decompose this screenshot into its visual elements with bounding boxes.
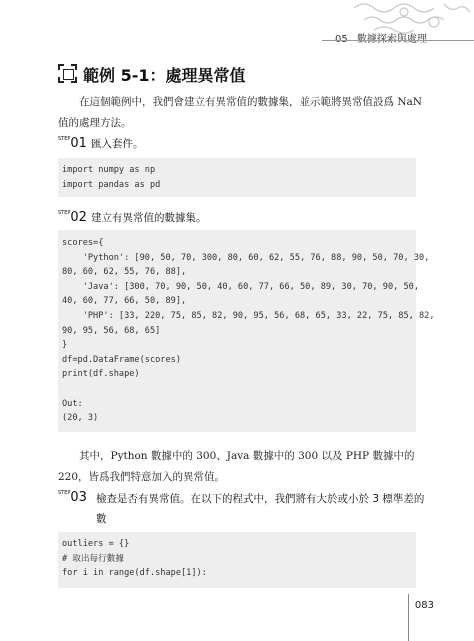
chapter-header — [335, 30, 427, 45]
explain-paragraph: 其中，Python 數據中的 300、Java 數據中的 300 以及 PHP 數據中的 220，皆爲我們特意加入的異常值。 — [58, 450, 415, 483]
code-line: 'Python': [90, 50, 70, 300, 80, 60, 62, 55, 76, 88, 90, 50, 70, 30, — [62, 252, 430, 263]
code-line: import numpy as np — [62, 165, 156, 175]
code-line: outliers = {} — [62, 539, 130, 549]
code-line: print(df.shape) — [62, 369, 140, 380]
step-text: 建立有異常值的數據集。 — [90, 212, 207, 224]
code-line: 'PHP': [33, 220, 75, 85, 82, 90, 95, 56, 68, 65, 33, 22, 75, 85, 82, — [62, 310, 435, 321]
code-line: # 取出每行數據 — [62, 553, 124, 564]
example-icon — [58, 64, 77, 83]
step-03 — [58, 490, 91, 505]
code-line: (20, 3) — [62, 413, 99, 424]
step-text-line: 檢查是否有異常值。在以下的程式中，我們將有大於或小於 3 標準差的數 — [96, 493, 425, 525]
page-number: 083 — [414, 600, 434, 611]
code-line: Out: — [62, 398, 83, 409]
step-02 — [58, 210, 206, 225]
code-line: } — [62, 340, 68, 351]
step-label: STEP — [58, 490, 71, 496]
step-number: 03 — [70, 490, 87, 505]
code-line: 'Java': [300, 70, 90, 50, 40, 60, 77, 66, 50, 89, 30, 70, 90, 50, — [62, 281, 419, 292]
code-block-imports — [58, 158, 416, 197]
code-line: 40, 60, 77, 66, 50, 89], — [62, 296, 187, 307]
code-line: 90, 95, 56, 68, 65] — [62, 325, 161, 336]
code-line: for i in range(df.shape[1]): — [62, 568, 207, 579]
step-text: 匯入套件。 — [90, 138, 144, 150]
step-label: STEP — [58, 136, 71, 142]
code-block-dataset — [58, 230, 435, 432]
section-title: 範例 5-1：處理異常值 — [83, 66, 246, 85]
step-label: STEP — [58, 210, 71, 216]
code-block-outliers — [58, 532, 416, 588]
code-line — [62, 382, 416, 397]
code-line: scores={ — [62, 238, 104, 248]
code-line: import pandas as pd — [62, 179, 161, 190]
code-line: 80, 60, 62, 55, 76, 88], — [62, 267, 187, 278]
intro-paragraph: 在這個範例中，我們會建立有異常值的數據集，並示範將異常值設爲 NaN 值的處理方法。 — [58, 96, 422, 129]
step-number: 01 — [70, 136, 87, 151]
step-01 — [58, 136, 143, 151]
footer-rule — [408, 594, 409, 641]
code-line: df=pd.DataFrame(scores) — [62, 354, 181, 365]
step-number: 02 — [70, 210, 87, 225]
header-rule — [322, 40, 474, 41]
